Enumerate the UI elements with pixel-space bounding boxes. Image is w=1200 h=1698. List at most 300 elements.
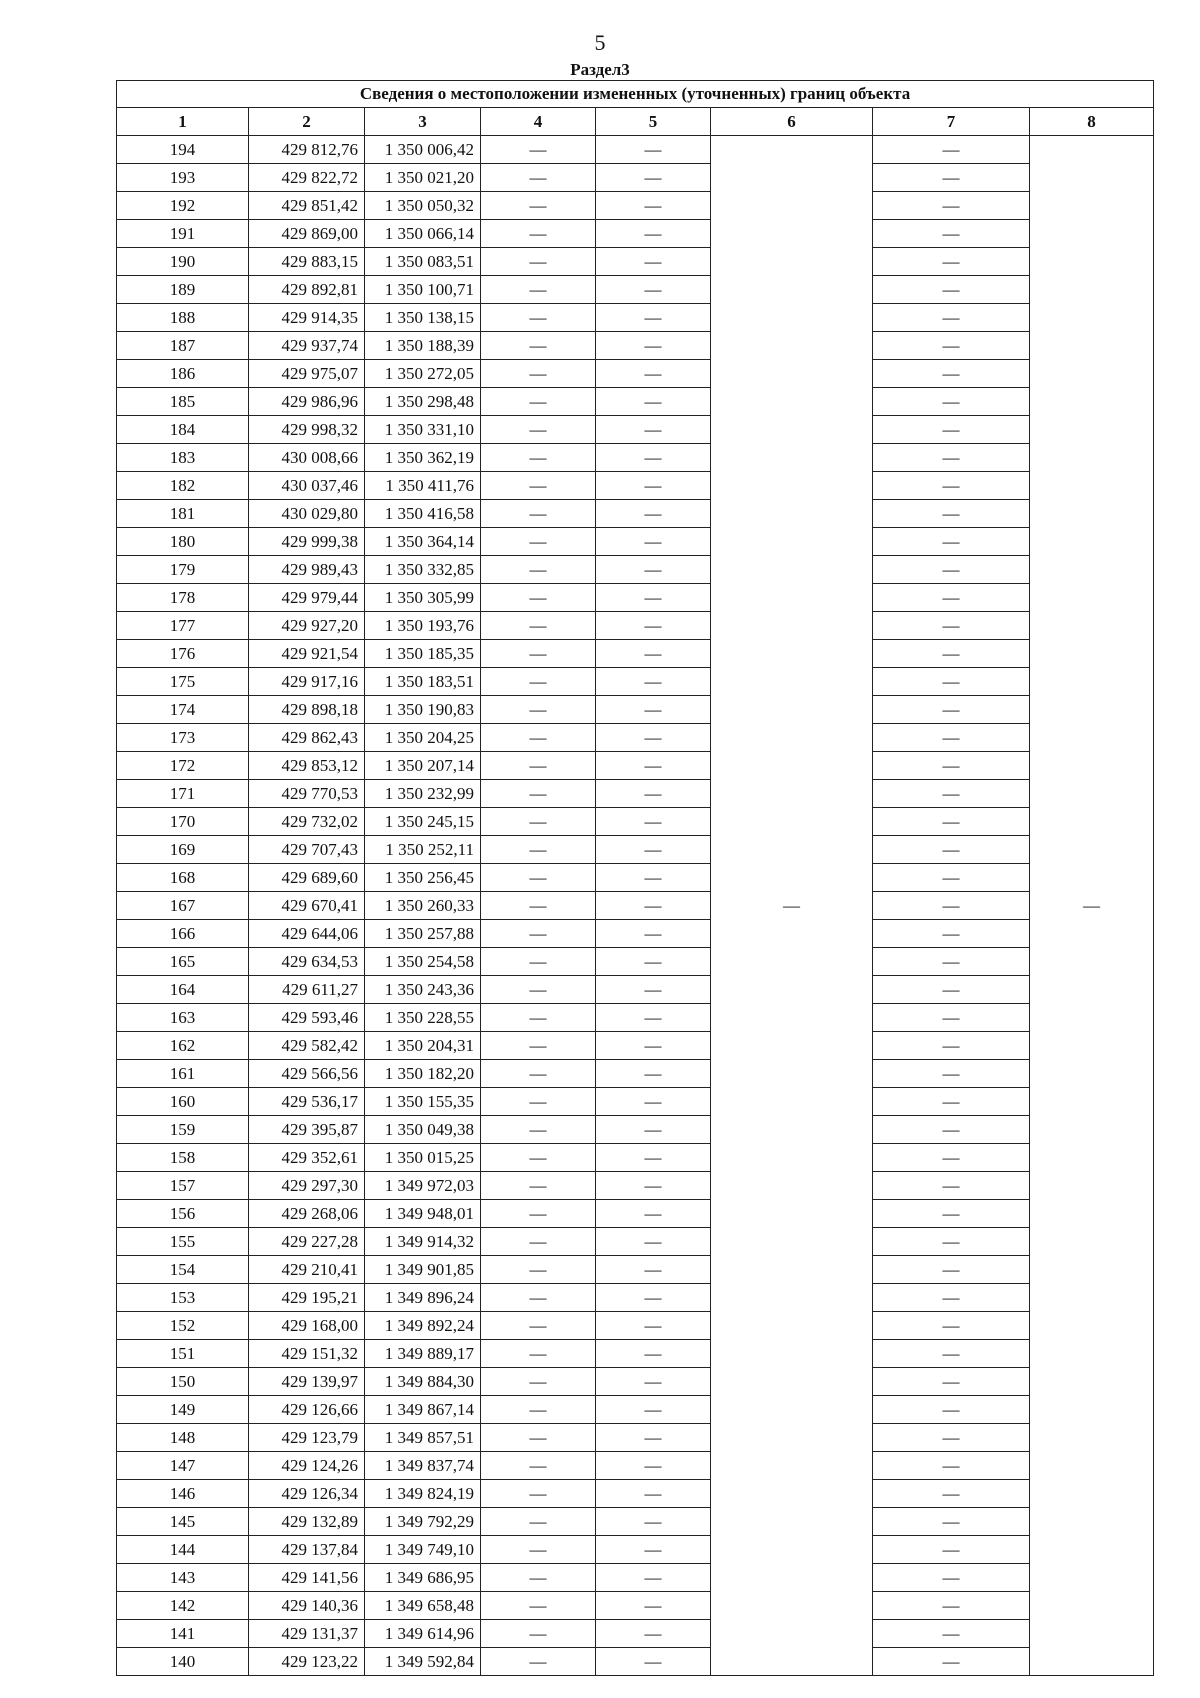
coord-y-cell: 1 349 892,24 bbox=[365, 1312, 481, 1340]
col8-merged-cell: — bbox=[1030, 136, 1154, 1676]
table-row bbox=[117, 1116, 1154, 1144]
coord-y-cell: 1 350 015,25 bbox=[365, 1144, 481, 1172]
table-row bbox=[117, 668, 1154, 696]
point-number-cell: 160 bbox=[117, 1088, 249, 1116]
point-number-cell: 191 bbox=[117, 220, 249, 248]
col7-dash-cell: — bbox=[873, 444, 1030, 472]
col7-dash-cell: — bbox=[873, 640, 1030, 668]
col7-dash-cell: — bbox=[873, 1116, 1030, 1144]
col4-dash-cell: — bbox=[481, 1116, 596, 1144]
col5-dash-cell: — bbox=[596, 1228, 711, 1256]
col5-dash-cell: — bbox=[596, 332, 711, 360]
col5-dash-cell: — bbox=[596, 444, 711, 472]
column-header: 2 bbox=[249, 108, 365, 136]
point-number-cell: 164 bbox=[117, 976, 249, 1004]
col4-dash-cell: — bbox=[481, 836, 596, 864]
col5-dash-cell: — bbox=[596, 528, 711, 556]
point-number-cell: 157 bbox=[117, 1172, 249, 1200]
col4-dash-cell: — bbox=[481, 1368, 596, 1396]
col5-dash-cell: — bbox=[596, 1648, 711, 1676]
table-row bbox=[117, 612, 1154, 640]
coord-x-cell: 429 937,74 bbox=[249, 332, 365, 360]
coord-x-cell: 429 853,12 bbox=[249, 752, 365, 780]
coord-y-cell: 1 349 824,19 bbox=[365, 1480, 481, 1508]
coord-x-cell: 429 689,60 bbox=[249, 864, 365, 892]
coord-x-cell: 429 644,06 bbox=[249, 920, 365, 948]
col5-dash-cell: — bbox=[596, 220, 711, 248]
coord-y-cell: 1 350 298,48 bbox=[365, 388, 481, 416]
table-row bbox=[117, 892, 1154, 920]
table-row bbox=[117, 976, 1154, 1004]
col5-dash-cell: — bbox=[596, 976, 711, 1004]
coord-x-cell: 429 131,37 bbox=[249, 1620, 365, 1648]
point-number-cell: 188 bbox=[117, 304, 249, 332]
coord-x-cell: 429 975,07 bbox=[249, 360, 365, 388]
col7-dash-cell: — bbox=[873, 696, 1030, 724]
col5-dash-cell: — bbox=[596, 1284, 711, 1312]
coord-y-cell: 1 349 896,24 bbox=[365, 1284, 481, 1312]
point-number-cell: 144 bbox=[117, 1536, 249, 1564]
coord-y-cell: 1 349 592,84 bbox=[365, 1648, 481, 1676]
table-row bbox=[117, 836, 1154, 864]
col7-dash-cell: — bbox=[873, 1284, 1030, 1312]
table-row bbox=[117, 1564, 1154, 1592]
coord-x-cell: 429 989,43 bbox=[249, 556, 365, 584]
table-row bbox=[117, 780, 1154, 808]
table-row bbox=[117, 808, 1154, 836]
coord-y-cell: 1 349 749,10 bbox=[365, 1536, 481, 1564]
col7-dash-cell: — bbox=[873, 416, 1030, 444]
col5-dash-cell: — bbox=[596, 1424, 711, 1452]
col4-dash-cell: — bbox=[481, 724, 596, 752]
point-number-cell: 142 bbox=[117, 1592, 249, 1620]
col5-dash-cell: — bbox=[596, 640, 711, 668]
coord-x-cell: 429 352,61 bbox=[249, 1144, 365, 1172]
coord-x-cell: 429 979,44 bbox=[249, 584, 365, 612]
col7-dash-cell: — bbox=[873, 1592, 1030, 1620]
col7-dash-cell: — bbox=[873, 1536, 1030, 1564]
col5-dash-cell: — bbox=[596, 164, 711, 192]
col5-dash-cell: — bbox=[596, 388, 711, 416]
coord-x-cell: 429 770,53 bbox=[249, 780, 365, 808]
col4-dash-cell: — bbox=[481, 948, 596, 976]
col4-dash-cell: — bbox=[481, 1144, 596, 1172]
col4-dash-cell: — bbox=[481, 1200, 596, 1228]
table-row bbox=[117, 1284, 1154, 1312]
table-row bbox=[117, 136, 1154, 164]
point-number-cell: 156 bbox=[117, 1200, 249, 1228]
col7-dash-cell: — bbox=[873, 780, 1030, 808]
coord-x-cell: 429 210,41 bbox=[249, 1256, 365, 1284]
point-number-cell: 170 bbox=[117, 808, 249, 836]
col7-dash-cell: — bbox=[873, 304, 1030, 332]
col5-dash-cell: — bbox=[596, 1480, 711, 1508]
table-row bbox=[117, 164, 1154, 192]
col5-dash-cell: — bbox=[596, 808, 711, 836]
col7-dash-cell: — bbox=[873, 1564, 1030, 1592]
table-row bbox=[117, 500, 1154, 528]
col5-dash-cell: — bbox=[596, 1508, 711, 1536]
col5-dash-cell: — bbox=[596, 1144, 711, 1172]
table-row bbox=[117, 1088, 1154, 1116]
col7-dash-cell: — bbox=[873, 248, 1030, 276]
coord-y-cell: 1 350 257,88 bbox=[365, 920, 481, 948]
coord-y-cell: 1 350 050,32 bbox=[365, 192, 481, 220]
point-number-cell: 153 bbox=[117, 1284, 249, 1312]
table-row bbox=[117, 1424, 1154, 1452]
point-number-cell: 186 bbox=[117, 360, 249, 388]
coord-y-cell: 1 350 049,38 bbox=[365, 1116, 481, 1144]
coord-x-cell: 429 132,89 bbox=[249, 1508, 365, 1536]
table-row bbox=[117, 1004, 1154, 1032]
table-row bbox=[117, 556, 1154, 584]
col4-dash-cell: — bbox=[481, 1004, 596, 1032]
coord-y-cell: 1 349 792,29 bbox=[365, 1508, 481, 1536]
col4-dash-cell: — bbox=[481, 444, 596, 472]
col5-dash-cell: — bbox=[596, 1592, 711, 1620]
col7-dash-cell: — bbox=[873, 1340, 1030, 1368]
point-number-cell: 151 bbox=[117, 1340, 249, 1368]
coord-y-cell: 1 350 190,83 bbox=[365, 696, 481, 724]
col4-dash-cell: — bbox=[481, 808, 596, 836]
coord-y-cell: 1 350 260,33 bbox=[365, 892, 481, 920]
col5-dash-cell: — bbox=[596, 1256, 711, 1284]
col7-dash-cell: — bbox=[873, 388, 1030, 416]
table-row bbox=[117, 1480, 1154, 1508]
col7-dash-cell: — bbox=[873, 1452, 1030, 1480]
table-row bbox=[117, 1396, 1154, 1424]
column-header: 1 bbox=[117, 108, 249, 136]
col7-dash-cell: — bbox=[873, 528, 1030, 556]
col7-dash-cell: — bbox=[873, 192, 1030, 220]
table-row bbox=[117, 1312, 1154, 1340]
coord-x-cell: 429 195,21 bbox=[249, 1284, 365, 1312]
point-number-cell: 161 bbox=[117, 1060, 249, 1088]
coord-x-cell: 429 126,34 bbox=[249, 1480, 365, 1508]
col7-dash-cell: — bbox=[873, 1508, 1030, 1536]
coord-x-cell: 429 998,32 bbox=[249, 416, 365, 444]
table-row bbox=[117, 528, 1154, 556]
coord-x-cell: 429 582,42 bbox=[249, 1032, 365, 1060]
coord-x-cell: 429 670,41 bbox=[249, 892, 365, 920]
col4-dash-cell: — bbox=[481, 1536, 596, 1564]
col4-dash-cell: — bbox=[481, 1564, 596, 1592]
point-number-cell: 180 bbox=[117, 528, 249, 556]
col7-dash-cell: — bbox=[873, 1172, 1030, 1200]
point-number-cell: 185 bbox=[117, 388, 249, 416]
coord-x-cell: 429 898,18 bbox=[249, 696, 365, 724]
table-row bbox=[117, 1648, 1154, 1676]
coord-x-cell: 429 395,87 bbox=[249, 1116, 365, 1144]
point-number-cell: 187 bbox=[117, 332, 249, 360]
col5-dash-cell: — bbox=[596, 1060, 711, 1088]
coord-y-cell: 1 350 331,10 bbox=[365, 416, 481, 444]
column-header: 7 bbox=[873, 108, 1030, 136]
coord-y-cell: 1 350 021,20 bbox=[365, 164, 481, 192]
col7-dash-cell: — bbox=[873, 976, 1030, 1004]
col5-dash-cell: — bbox=[596, 1116, 711, 1144]
point-number-cell: 182 bbox=[117, 472, 249, 500]
coord-y-cell: 1 350 254,58 bbox=[365, 948, 481, 976]
col4-dash-cell: — bbox=[481, 304, 596, 332]
col5-dash-cell: — bbox=[596, 864, 711, 892]
column-header: 6 bbox=[711, 108, 873, 136]
col5-dash-cell: — bbox=[596, 500, 711, 528]
col4-dash-cell: — bbox=[481, 892, 596, 920]
point-number-cell: 190 bbox=[117, 248, 249, 276]
coord-y-cell: 1 350 232,99 bbox=[365, 780, 481, 808]
point-number-cell: 166 bbox=[117, 920, 249, 948]
coord-x-cell: 430 029,80 bbox=[249, 500, 365, 528]
coord-x-cell: 429 869,00 bbox=[249, 220, 365, 248]
col4-dash-cell: — bbox=[481, 1592, 596, 1620]
col5-dash-cell: — bbox=[596, 696, 711, 724]
col5-dash-cell: — bbox=[596, 724, 711, 752]
section-title: Раздел3 bbox=[570, 60, 630, 79]
col5-dash-cell: — bbox=[596, 248, 711, 276]
col7-dash-cell: — bbox=[873, 1032, 1030, 1060]
col4-dash-cell: — bbox=[481, 220, 596, 248]
table-row bbox=[117, 248, 1154, 276]
point-number-cell: 183 bbox=[117, 444, 249, 472]
coord-x-cell: 429 917,16 bbox=[249, 668, 365, 696]
coord-y-cell: 1 349 857,51 bbox=[365, 1424, 481, 1452]
coord-y-cell: 1 349 614,96 bbox=[365, 1620, 481, 1648]
col4-dash-cell: — bbox=[481, 612, 596, 640]
col4-dash-cell: — bbox=[481, 976, 596, 1004]
coord-x-cell: 429 151,32 bbox=[249, 1340, 365, 1368]
coord-x-cell: 429 268,06 bbox=[249, 1200, 365, 1228]
coord-x-cell: 429 123,79 bbox=[249, 1424, 365, 1452]
coord-y-cell: 1 350 188,39 bbox=[365, 332, 481, 360]
col7-dash-cell: — bbox=[873, 220, 1030, 248]
table-row bbox=[117, 304, 1154, 332]
coord-x-cell: 429 986,96 bbox=[249, 388, 365, 416]
point-number-cell: 149 bbox=[117, 1396, 249, 1424]
col4-dash-cell: — bbox=[481, 1620, 596, 1648]
col4-dash-cell: — bbox=[481, 1172, 596, 1200]
col5-dash-cell: — bbox=[596, 1340, 711, 1368]
col7-dash-cell: — bbox=[873, 920, 1030, 948]
coord-y-cell: 1 349 972,03 bbox=[365, 1172, 481, 1200]
coord-y-cell: 1 350 083,51 bbox=[365, 248, 481, 276]
table-row bbox=[117, 1508, 1154, 1536]
coord-y-cell: 1 350 362,19 bbox=[365, 444, 481, 472]
col7-dash-cell: — bbox=[873, 1620, 1030, 1648]
col5-dash-cell: — bbox=[596, 584, 711, 612]
column-header: 8 bbox=[1030, 108, 1154, 136]
column-header: 4 bbox=[481, 108, 596, 136]
point-number-cell: 181 bbox=[117, 500, 249, 528]
table-row bbox=[117, 332, 1154, 360]
col4-dash-cell: — bbox=[481, 668, 596, 696]
coord-y-cell: 1 350 207,14 bbox=[365, 752, 481, 780]
point-number-cell: 179 bbox=[117, 556, 249, 584]
point-number-cell: 173 bbox=[117, 724, 249, 752]
coord-y-cell: 1 350 006,42 bbox=[365, 136, 481, 164]
point-number-cell: 176 bbox=[117, 640, 249, 668]
col4-dash-cell: — bbox=[481, 1256, 596, 1284]
col5-dash-cell: — bbox=[596, 1396, 711, 1424]
point-number-cell: 168 bbox=[117, 864, 249, 892]
table-row bbox=[117, 1368, 1154, 1396]
table-row bbox=[117, 444, 1154, 472]
coord-y-cell: 1 349 914,32 bbox=[365, 1228, 481, 1256]
table-row bbox=[117, 1592, 1154, 1620]
point-number-cell: 178 bbox=[117, 584, 249, 612]
col5-dash-cell: — bbox=[596, 304, 711, 332]
coord-x-cell: 430 037,46 bbox=[249, 472, 365, 500]
point-number-cell: 150 bbox=[117, 1368, 249, 1396]
table-row bbox=[117, 920, 1154, 948]
coord-y-cell: 1 350 272,05 bbox=[365, 360, 481, 388]
coord-y-cell: 1 350 411,76 bbox=[365, 472, 481, 500]
point-number-cell: 154 bbox=[117, 1256, 249, 1284]
coord-y-cell: 1 350 416,58 bbox=[365, 500, 481, 528]
coord-x-cell: 429 227,28 bbox=[249, 1228, 365, 1256]
coord-y-cell: 1 350 138,15 bbox=[365, 304, 481, 332]
col4-dash-cell: — bbox=[481, 556, 596, 584]
coord-x-cell: 429 126,66 bbox=[249, 1396, 365, 1424]
col5-dash-cell: — bbox=[596, 668, 711, 696]
coord-y-cell: 1 350 193,76 bbox=[365, 612, 481, 640]
caption-row bbox=[117, 81, 1154, 108]
col4-dash-cell: — bbox=[481, 1032, 596, 1060]
coord-y-cell: 1 350 364,14 bbox=[365, 528, 481, 556]
col7-dash-cell: — bbox=[873, 1060, 1030, 1088]
col7-dash-cell: — bbox=[873, 360, 1030, 388]
col5-dash-cell: — bbox=[596, 1032, 711, 1060]
table-row bbox=[117, 360, 1154, 388]
table-row bbox=[117, 1256, 1154, 1284]
col4-dash-cell: — bbox=[481, 1088, 596, 1116]
coord-x-cell: 429 124,26 bbox=[249, 1452, 365, 1480]
table-row bbox=[117, 1620, 1154, 1648]
coord-x-cell: 429 168,00 bbox=[249, 1312, 365, 1340]
coord-x-cell: 429 634,53 bbox=[249, 948, 365, 976]
table-row bbox=[117, 1060, 1154, 1088]
table-row bbox=[117, 1144, 1154, 1172]
coord-x-cell: 430 008,66 bbox=[249, 444, 365, 472]
coord-y-cell: 1 349 686,95 bbox=[365, 1564, 481, 1592]
col4-dash-cell: — bbox=[481, 584, 596, 612]
coord-y-cell: 1 350 182,20 bbox=[365, 1060, 481, 1088]
col4-dash-cell: — bbox=[481, 164, 596, 192]
col5-dash-cell: — bbox=[596, 612, 711, 640]
col6-merged-cell: — bbox=[711, 136, 873, 1676]
col5-dash-cell: — bbox=[596, 1564, 711, 1592]
point-number-cell: 148 bbox=[117, 1424, 249, 1452]
coord-x-cell: 429 812,76 bbox=[249, 136, 365, 164]
table-row bbox=[117, 1200, 1154, 1228]
coord-x-cell: 429 140,36 bbox=[249, 1592, 365, 1620]
col4-dash-cell: — bbox=[481, 1060, 596, 1088]
point-number-cell: 159 bbox=[117, 1116, 249, 1144]
col4-dash-cell: — bbox=[481, 1648, 596, 1676]
table-body bbox=[117, 136, 1154, 1676]
col7-dash-cell: — bbox=[873, 1200, 1030, 1228]
table-row bbox=[117, 696, 1154, 724]
col5-dash-cell: — bbox=[596, 556, 711, 584]
coord-x-cell: 429 927,20 bbox=[249, 612, 365, 640]
coord-x-cell: 429 297,30 bbox=[249, 1172, 365, 1200]
coord-y-cell: 1 349 884,30 bbox=[365, 1368, 481, 1396]
col5-dash-cell: — bbox=[596, 1312, 711, 1340]
col4-dash-cell: — bbox=[481, 640, 596, 668]
col4-dash-cell: — bbox=[481, 472, 596, 500]
coord-y-cell: 1 350 252,11 bbox=[365, 836, 481, 864]
coord-x-cell: 429 999,38 bbox=[249, 528, 365, 556]
col4-dash-cell: — bbox=[481, 388, 596, 416]
col7-dash-cell: — bbox=[873, 556, 1030, 584]
col5-dash-cell: — bbox=[596, 360, 711, 388]
coord-y-cell: 1 350 204,25 bbox=[365, 724, 481, 752]
coord-x-cell: 429 892,81 bbox=[249, 276, 365, 304]
col4-dash-cell: — bbox=[481, 1424, 596, 1452]
coord-y-cell: 1 350 183,51 bbox=[365, 668, 481, 696]
coord-y-cell: 1 350 185,35 bbox=[365, 640, 481, 668]
point-number-cell: 169 bbox=[117, 836, 249, 864]
coord-x-cell: 429 862,43 bbox=[249, 724, 365, 752]
col5-dash-cell: — bbox=[596, 1200, 711, 1228]
coord-x-cell: 429 732,02 bbox=[249, 808, 365, 836]
col5-dash-cell: — bbox=[596, 136, 711, 164]
coord-y-cell: 1 350 066,14 bbox=[365, 220, 481, 248]
point-number-cell: 147 bbox=[117, 1452, 249, 1480]
col4-dash-cell: — bbox=[481, 1340, 596, 1368]
coord-x-cell: 429 137,84 bbox=[249, 1536, 365, 1564]
col4-dash-cell: — bbox=[481, 1452, 596, 1480]
coord-y-cell: 1 350 332,85 bbox=[365, 556, 481, 584]
table-row bbox=[117, 1536, 1154, 1564]
table-row bbox=[117, 864, 1154, 892]
coord-x-cell: 429 707,43 bbox=[249, 836, 365, 864]
point-number-cell: 193 bbox=[117, 164, 249, 192]
col4-dash-cell: — bbox=[481, 1480, 596, 1508]
col4-dash-cell: — bbox=[481, 136, 596, 164]
col4-dash-cell: — bbox=[481, 360, 596, 388]
col4-dash-cell: — bbox=[481, 1284, 596, 1312]
col4-dash-cell: — bbox=[481, 1396, 596, 1424]
coord-x-cell: 429 851,42 bbox=[249, 192, 365, 220]
table-row bbox=[117, 416, 1154, 444]
table-row bbox=[117, 724, 1154, 752]
col7-dash-cell: — bbox=[873, 1480, 1030, 1508]
table-caption: Сведения о местоположении измененных (уточненных) границ объекта bbox=[117, 81, 1154, 108]
coord-x-cell: 429 139,97 bbox=[249, 1368, 365, 1396]
point-number-cell: 192 bbox=[117, 192, 249, 220]
coord-y-cell: 1 350 243,36 bbox=[365, 976, 481, 1004]
col7-dash-cell: — bbox=[873, 1312, 1030, 1340]
table-row bbox=[117, 472, 1154, 500]
col5-dash-cell: — bbox=[596, 416, 711, 444]
table-row bbox=[117, 640, 1154, 668]
col4-dash-cell: — bbox=[481, 332, 596, 360]
point-number-cell: 143 bbox=[117, 1564, 249, 1592]
col7-dash-cell: — bbox=[873, 1144, 1030, 1172]
point-number-cell: 145 bbox=[117, 1508, 249, 1536]
col5-dash-cell: — bbox=[596, 836, 711, 864]
coord-y-cell: 1 349 889,17 bbox=[365, 1340, 481, 1368]
col7-dash-cell: — bbox=[873, 1396, 1030, 1424]
col4-dash-cell: — bbox=[481, 192, 596, 220]
col7-dash-cell: — bbox=[873, 1004, 1030, 1032]
col5-dash-cell: — bbox=[596, 752, 711, 780]
col5-dash-cell: — bbox=[596, 1172, 711, 1200]
coord-y-cell: 1 350 256,45 bbox=[365, 864, 481, 892]
coord-x-cell: 429 921,54 bbox=[249, 640, 365, 668]
table-row bbox=[117, 1340, 1154, 1368]
